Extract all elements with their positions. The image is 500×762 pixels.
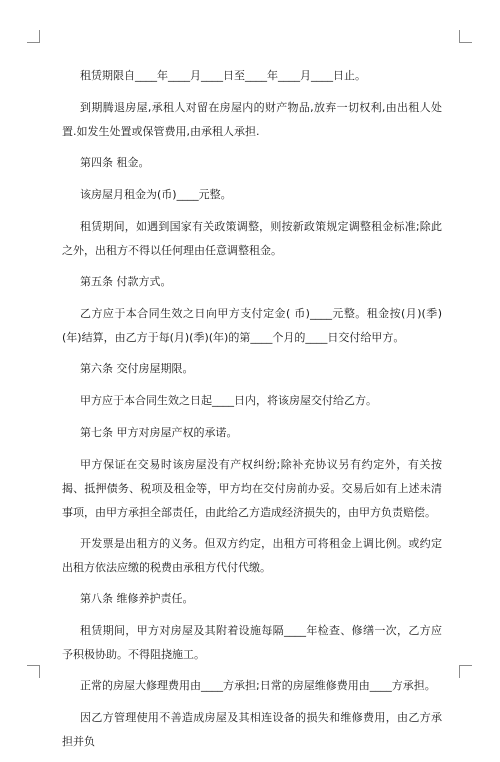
crop-mark-top-left: [27, 30, 40, 43]
invoice-paragraph: 开发票是出租方的义务。但双方约定，出租方可将租金上调比例。或约定出租方依法应缴的税费由承租方代付代缴。: [62, 537, 442, 574]
rent-adjustment-paragraph: 租赁期间，如遇到国家有关政策调整，则按新政策规定调整租金标准;除此之外，出租方不得以任何理由任意调整租金。: [62, 220, 442, 257]
property-rights-paragraph: 甲方保证在交易时该房屋没有产权纠纷;除补充协议另有约定外，有关按揭、抵押债务、税项及租金等，甲方均在交付房前办妥。交易后如有上述未清事项，由甲方承担全部责任，由此给乙方造成经济损失的，由甲方负责赔偿。: [62, 458, 442, 519]
article-8-heading: 第八条 维修养护责任。: [80, 592, 194, 605]
crop-mark-bottom-right: [459, 665, 472, 678]
article-7-heading: 第七条 甲方对房屋产权的承诺。: [80, 426, 238, 439]
vacate-property-paragraph: 到期腾退房屋,承租人对留在房屋内的财产物品,放弃一切权利,由出租人处置.如发生处置或保管费用,由承租人承担.: [62, 101, 442, 138]
article-4-heading: 第四条 租金。: [80, 156, 150, 169]
crop-mark-top-right: [459, 30, 472, 43]
inspection-paragraph: 租赁期间，甲方对房屋及其附着设施每隔____年检查、修缮一次，乙方应予积极协助。不得阻挠施工。: [62, 624, 442, 661]
document-body: [62, 64, 442, 762]
damage-liability-paragraph: 因乙方管理使用不善造成房屋及其相连设备的损失和维修费用，由乙方承担并负: [62, 711, 442, 748]
repair-costs-paragraph: 正常的房屋大修理费用由____方承担;日常的房屋维修费用由____方承担。: [80, 679, 436, 692]
delivery-deadline-paragraph: 甲方应于本合同生效之日起____日内，将该房屋交付给乙方。: [80, 394, 377, 407]
monthly-rent-paragraph: 该房屋月租金为(币)____元整。: [80, 188, 232, 201]
payment-method-paragraph: 乙方应于本合同生效之日向甲方支付定金( 币)____元整。租金按(月)(季)(年)结算，由乙方于每(月)(季)(年)的第____个月的____日交付给甲方。: [62, 307, 442, 344]
article-6-heading: 第六条 交付房屋期限。: [80, 362, 194, 375]
lease-term-paragraph: 租赁期限自____年____月____日至____年____月____日止。: [80, 69, 366, 82]
article-5-heading: 第五条 付款方式。: [80, 275, 172, 288]
crop-mark-bottom-left: [27, 665, 40, 678]
